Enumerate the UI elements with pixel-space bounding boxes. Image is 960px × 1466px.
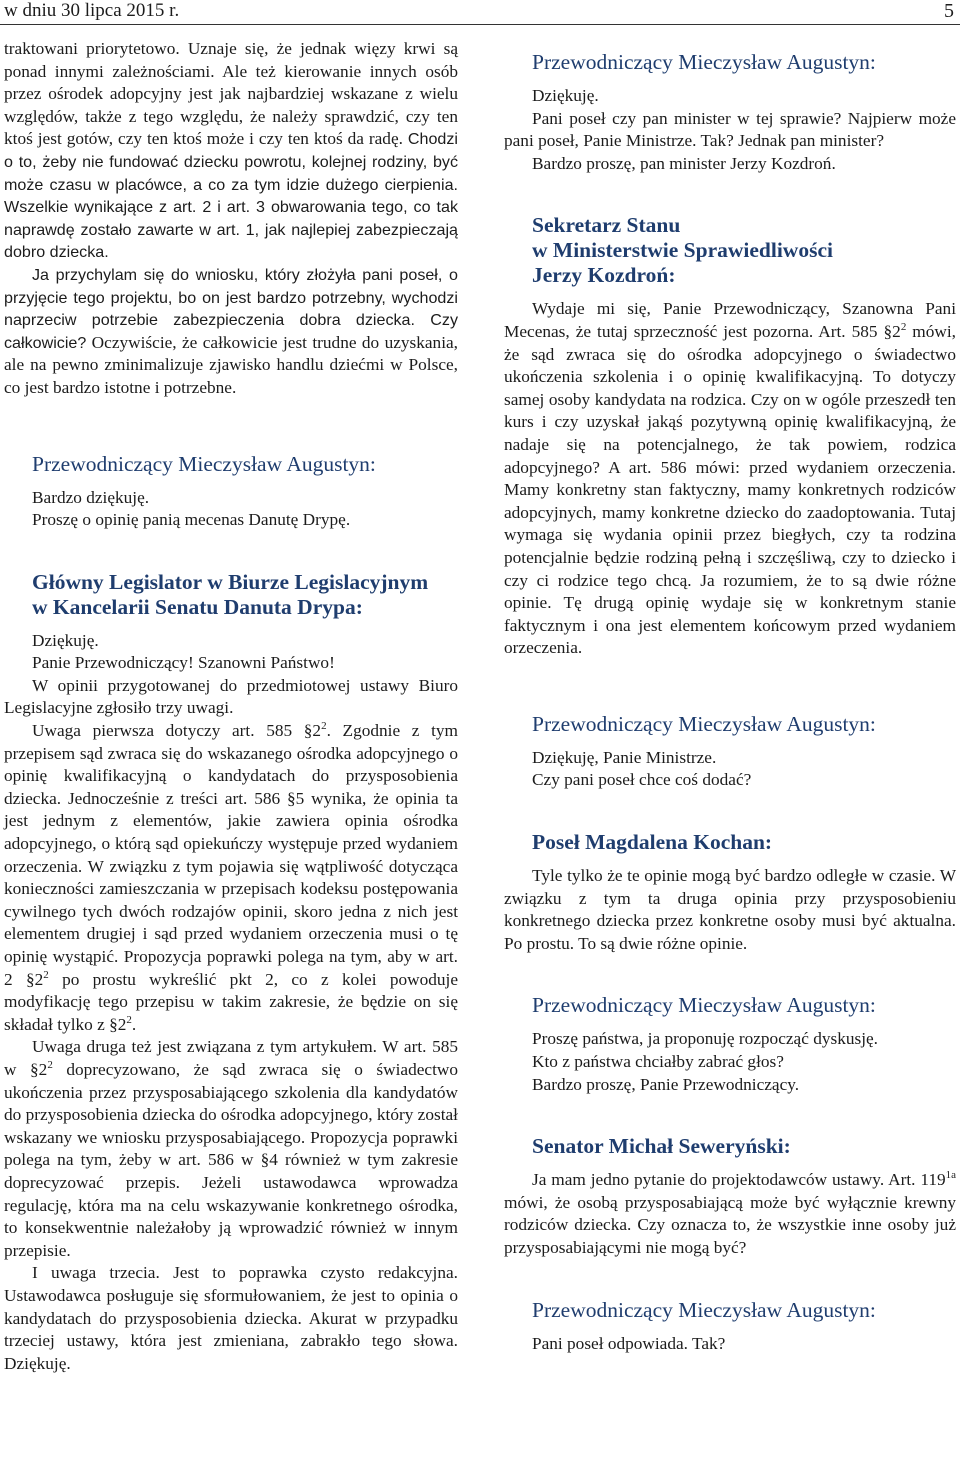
right-column: [504, 50, 956, 1355]
text-run: . Zgodnie z tym przepisem sąd zwraca się do wskazanego ośrodka adopcyjnego o opinię kwalifikacyjną o kandydatach do przysposobienia dziecka. Jednocześnie z treści art. 586 §5 wynika, że opinia ta jest jednym z elementów, jakie zawiera opinia ośrodka adopcyjnego, o którą sąd opiekuńczy występuje przed wydaniem orzeczenia. W związku z tym pojawia się wątpliwość dotycząca konieczności zamieszczania w przepisach kodeksu postępowania cywilnego tych dwóch rodzajów opinii, skoro jedna z nich jest elementem drugiej i sąd przed wydaniem orzeczenia musi o tę opinię wystąpić. Propozycja poprawki polega na tym, aby w art. 2 §2: [4, 721, 458, 989]
speaker-heading: Przewodniczący Mieczysław Augustyn:: [532, 1297, 876, 1322]
text-run: Ja mam jedno pytanie do projektodawców ustawy. Art. 119: [532, 1170, 946, 1190]
left-column: [4, 38, 458, 1375]
paragraph: [4, 264, 458, 400]
text-run: Wydaje mi się, Panie Przewodniczący, Szanowna Pani Mecenas, że tutaj sprzeczność jest pozorna. Art. 585 §2: [504, 299, 956, 341]
paragraph: Czy pani poseł chce coś dodać?: [532, 770, 752, 790]
paragraph: [4, 1036, 458, 1262]
paragraph: Dziękuję, Panie Ministrze.: [532, 747, 717, 767]
paragraph: I uwaga trzecia. Jest to poprawka czysto redakcyjna. Ustawodawca posługuje się sformułowaniem, że jest to opinia o kandydatach do przysposobienia dziecka. Akurat w przypadku trzeciej ustawy, która jest zmieniana, zabrakło tego słowa. Dziękuję.: [4, 1263, 458, 1373]
text-run: .: [131, 1014, 137, 1034]
paragraph: [4, 720, 458, 1036]
paragraph: Pani poseł odpowiada. Tak?: [532, 1333, 726, 1353]
superscript: 2: [126, 1014, 132, 1027]
paragraph: Proszę o opinię panią mecenas Danutę Drypę.: [32, 510, 351, 530]
speaker-heading: w Kancelarii Senatu Danuta Drypa:: [32, 594, 363, 619]
paragraph: Tyle tylko że te opinie mogą być bardzo odległe w czasie. W związku z tym ta druga opinia przy przysposobieniu konkretnego dziecka przez konkretne osoby musi być aktualna. Po prostu. To są dwie różne opinie.: [504, 866, 956, 953]
text-run: Uwaga pierwsza dotyczy art. 585 §2: [32, 721, 322, 741]
page-number: 5: [944, 0, 954, 22]
speaker-heading: Przewodniczący Mieczysław Augustyn:: [532, 711, 876, 736]
text-run: mówi, że osobą przysposabiającą może być wyłącznie krewny rodziców dziecka. Czy oznacza to, że wszystkie inne osoby już przysposabiającymi nie mogą być?: [504, 1192, 956, 1257]
paragraph: Bardzo proszę, pan minister Jerzy Kozdroń.: [532, 153, 836, 173]
paragraph: Bardzo dziękuję.: [32, 487, 150, 507]
speaker-heading: Sekretarz Stanu: [532, 213, 681, 238]
paragraph: Proszę państwa, ja proponuję rozpocząć dyskusję.: [532, 1029, 878, 1049]
speaker-heading: Senator Michał Seweryński:: [532, 1134, 791, 1159]
speaker-heading: Przewodniczący Mieczysław Augustyn:: [32, 451, 376, 476]
paragraph: Dziękuję.: [532, 86, 599, 105]
paragraph: [504, 298, 956, 660]
page-header: [0, 0, 960, 25]
text-run: Ja przychylam się do wniosku, który złożyła pani poseł, o przyjęcie tego projektu, bo on jest bardzo potrzebny, wychodzi naprzeciw potrzebie zabezpieczenia dobra dziecka. Czy całkowicie?: [4, 265, 458, 352]
paragraph: Panie Przewodniczący! Szanowni Państwo!: [32, 653, 335, 673]
superscript: 2: [43, 968, 49, 981]
superscript: 2: [321, 720, 327, 733]
speaker-heading: Jerzy Kozdroń:: [532, 263, 676, 288]
text-run: Chodzi o to, żeby nie fundować dziecku powrotu, kolejnej rodziny, być może czasu w placówce, a co za tym idzie dużego cierpienia. Wszelkie wynikające z art. 2 i art. 3 obwarowania tego, co tak naprawdę zostało zawarte w art. 1, jak najlepiej zabezpieczają dobro dziecka.: [4, 130, 458, 262]
text-run: doprecyzowano, że sąd zwraca się o świadectwo ukończenia przez przysposabiającego szkolenia dla kandydatów do przysposobienia dziecka do ośrodka adopcyjnego, który został wskazany we wniosku przysposabiającego. Propozycja poprawki polega na tym, żeby w art. 586 w §4 również w tym zakresie doprecyzować przepis. Jeżeli ustawodawca wprowadza regulację, która ma na celu wskazywanie konkretnego ośrodka, to konsekwentnie należałoby ją wprowadzić również w innym przepisie.: [4, 1059, 459, 1260]
text-run: Uwaga druga też jest związana z tym artykułem. W art. 585 w §2: [4, 1037, 458, 1079]
text-run: Oczywiście, że całkowicie jest trudne do uzyskania, ale na pewno zminimalizuje zjawisko handlu dziećmi w Polsce, co jest bardzo istotne i potrzebne.: [4, 332, 458, 397]
paragraph: [504, 1169, 956, 1259]
speaker-heading: Poseł Magdalena Kochan:: [532, 830, 773, 855]
speaker-heading: Przewodniczący Mieczysław Augustyn:: [532, 50, 876, 74]
superscript: 2: [47, 1059, 53, 1072]
speaker-heading: w Ministerstwie Sprawiedliwości: [532, 238, 833, 263]
paragraph: Bardzo proszę, Panie Przewodniczący.: [532, 1074, 800, 1094]
speaker-heading: Główny Legislator w Biurze Legislacyjnym: [32, 569, 429, 594]
paragraph: [4, 38, 458, 264]
paragraph: W opinii przygotowanej do przedmiotowej ustawy Biuro Legislacyjne zgłosiło trzy uwagi.: [4, 675, 458, 718]
paragraph: Pani poseł czy pan minister w tej sprawie? Najpierw może pani poseł, Panie Ministrze. Tak? Jednak pan minister?: [504, 108, 956, 151]
paragraph: Dziękuję.: [32, 630, 99, 650]
text-run: mówi, że sąd zwraca się do ośrodka adopcyjnego o świadectwo ukończenia szkolenia i o opinię kwalifikacyjną. To dotyczy samej osoby kandydata na rodzica. Czy on w ogóle przeszedł ten kurs i czy uzyskał jakąś pozytywną opinię kwalifikacyjną, że nadaje się na potencjalnego, że tak powiem, rodzica adopcyjnego? A art. 586 mówi: przed wydaniem orzeczenia. Mamy konkretny stan faktyczny, mamy konkretnych rodziców adopcyjnych, mamy konkretne dziecko do zaadoptowania. Tutaj wymaga się wydania opinii przez biegłych, czy ta rodzina potencjalnie będzie rodziną pełną i szczęśliwą, czy to dziecko i czy ci rodzice tego chcą. Ja rozumiem, że to są dwie różne opinie. Tę drugą opinię wydaje się w konkretnym stanie faktycznym i ona jest elementem końcowym przed wydaniem orzeczenia.: [504, 321, 956, 658]
superscript: 2: [900, 321, 907, 334]
text-run: traktowani priorytetowo. Uznaje się, że jednak więzy krwi są ponad innymi zależnościami. Ale też kierowanie innych osób przez ośrodek adopcyjny jest jak najbardziej wskazane z wielu względów, także z tego względu, że należy sprawdzić, czy ten ktoś jest gotów, czy ten ktoś może i czy ten ktoś da radę.: [4, 39, 458, 149]
speaker-heading: Przewodniczący Mieczysław Augustyn:: [532, 993, 876, 1018]
superscript: 1a: [945, 1169, 956, 1182]
header-date: w dniu 30 lipca 2015 r.: [4, 0, 180, 21]
paragraph: Kto z państwa chciałby zabrać głos?: [532, 1052, 784, 1072]
text-run: po prostu wykreślić pkt 2, co z kolei powoduje modyfikację tego przepisu w takim zakresie, że będzie on się składał tylko z §2: [4, 969, 458, 1034]
